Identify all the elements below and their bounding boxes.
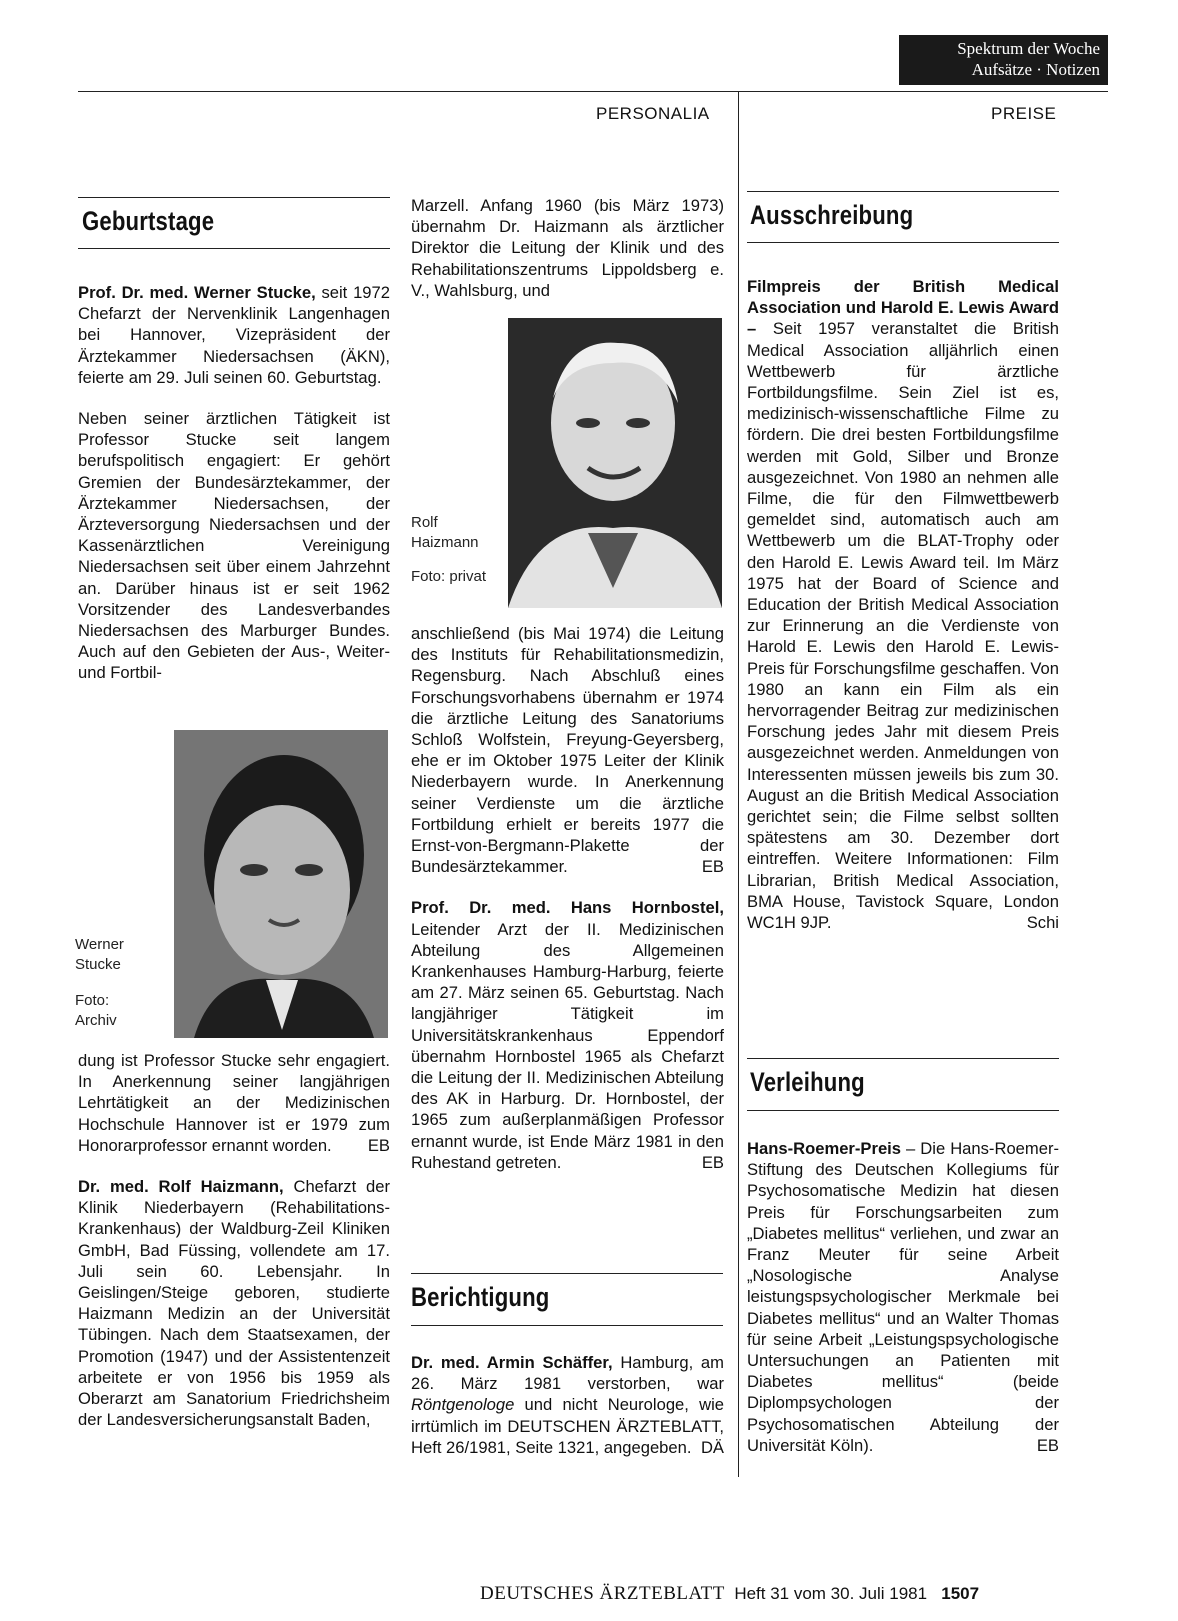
- header-rule: [78, 91, 1108, 92]
- haizmann-paragraph: Dr. med. Rolf Haizmann, Chefarzt der Klinik Niederbayern (Rehabilitations-Krankenhaus) der Waldburg-Zeil Kliniken GmbH, Bad Füssing, vollendete am 17. Juli sein 60. Lebensjahr. In Geislingen/Steige geboren, studierte Haizmann Medizin an der Universität Tübingen. Nach dem Staatsexamen, der Promotion (1947) und der Assistentenzeit arbeitete er von 1956 bis 1959 als Oberarzt am Sanatorium Friedrichsheim der Landesversicherungsanstalt Baden,: [78, 1177, 390, 1430]
- stucke-portrait: [174, 730, 388, 1038]
- schaeffer-paragraph: Dr. med. Armin Schäffer, Hamburg, am 26. März 1981 verstorben, war Röntgenologe und nicht Neurologe, wie irrtümlich im DEUTSCHEN ÄRZTEBLATT, Heft 26/1981, Seite 1321, angegeben. DÄ: [411, 1353, 724, 1457]
- haizmann-photo-caption: [411, 513, 501, 587]
- badge-line-2: Aufsätze · Notizen: [971, 60, 1100, 79]
- haizmann-name: Dr. med. Rolf Haizmann,: [78, 1177, 284, 1197]
- column-divider: [738, 91, 739, 1477]
- roemer-paragraph: Hans-Roemer-Preis – Die Hans-Roemer-Stiftung des Deutschen Kollegiums für Psychosomatische Medizin hat diesen Preis für Forschungsarbeiten zum „Diabetes mellitus“ verliehen, und zwar an Franz Meuter für seine Arbeit „Nosologische Analyse leistungspsychologischer Merkmale bei Diabetes mellitus“ und an Walter Thomas für seine Arbeit „Leistungspsychologische Untersuchungen an Patienten mit Diabetes mellitus“ (beide Diplompsychologen der Psychosomatischen Abteilung der Universität Köln). EB: [747, 1139, 1059, 1455]
- col1-top-text: [78, 282, 390, 684]
- haizmann-paragraph-3: anschließend (bis Mai 1974) die Leitung des Instituts für Rehabilitationsmedizin, Regensburg. Nach Abschluß eines Forschungsvorhabens übernahm er 1974 die ärztliche Leitung des Sanatoriums Schloß Wolfstein, Freyung-Geyersberg, ehe er im Oktober 1975 Leiter der Klinik Niederbayern wurde. In Anerkennung seiner Verdienste um die ärztliche Fortbildung erhielt er bereits 1977 die Ernst-von-Bergmann-Plakette der Bundesärztekammer. EB: [411, 624, 724, 877]
- stucke-name: Prof. Dr. med. Werner Stucke,: [78, 283, 316, 302]
- heading-rule-bottom: [747, 1110, 1059, 1111]
- heading-rule-bottom: [411, 1325, 723, 1326]
- col3-top-text: [747, 276, 1059, 933]
- stucke-caption-name: Werner Stucke: [75, 936, 124, 973]
- signature: EB: [1036, 1435, 1059, 1455]
- haizmann-caption-credit: Foto: privat: [411, 568, 487, 585]
- issue-info: Heft 31 vom 30. Juli 1981: [734, 1584, 928, 1603]
- signature: DÄ: [700, 1437, 724, 1457]
- signature: EB: [701, 857, 724, 877]
- stucke-paragraph-3: dung ist Professor Stucke sehr engagiert. In Anerkennung seiner langjährigen Lehrtätigkeit an der Medizinischen Hochschule Hannover ist er 1979 zum Honorarprofessor ernannt worden. EB: [78, 1051, 390, 1155]
- heading-ausschreibung: Ausschreibung: [750, 200, 914, 230]
- portrait-illustration: [508, 318, 722, 608]
- hornbostel-paragraph: Prof. Dr. med. Hans Hornbostel, Leitender Arzt der II. Medizinischen Abteilung des Allgemeinen Krankenhauses Hamburg-Harburg, feierte am 27. März seinen 65. Geburtstag. Nach langjähriger Tätigkeit im Universitätskrankenhaus Eppendorf übernahm Hornbostel 1965 als Chefarzt die Leitung der II. Medizinischen Abteilung des AK in Harburg. Dr. Hornbostel, der 1965 zum außerplanmäßigen Professor ernannt wurde, ist Ende März 1981 in den Ruhestand getreten. EB: [411, 898, 724, 1172]
- section-badge: [899, 35, 1108, 85]
- col2-correction-text: [411, 1352, 724, 1458]
- heading-rule-top: [747, 1058, 1059, 1059]
- col3-bottom-text: [747, 1138, 1059, 1456]
- portrait-illustration: [174, 730, 388, 1038]
- heading-rule-bottom: [78, 248, 390, 249]
- filmpreis-paragraph: Filmpreis der British Medical Association und Harold E. Lewis Award – Seit 1957 veranstaltet die British Medical Association alljährlich einen Wettbewerb für ärztliche Fortbildungsfilme. Sein Ziel ist es, medizinisch-wissenschaftliche Filme zu fördern. Die drei besten Fortbildungsfilme werden mit Gold, Silber und Bronze ausgezeichnet. Von 1980 an nehmen alle Filme, die für den Filmwettbewerb gemeldet sind, automatisch auch am Wettbewerb um die BLAT-Trophy oder den Harold E. Lewis Award teil. Im März 1975 hat der Board of Science and Education der British Medical Association zur Erinnerung an die Verdienste von Harold E. Lewis den Harold E. Lewis-Preis für Forschungsfilme geschaffen. Von 1980 an kann ein Film als ein hervorragender Beitrag zur medizinischen Forschung jedes Jahr mit diesem Preis ausgezeichnet werden. Anmeldungen von Interessenten müssen jeweils bis zum 30. August an die British Medical Association gerichtet sein; die Filme selbst sollten spätestens am 30. Dezember dort eintreffen. Weitere Informationen: Film Librarian, British Medical Association, BMA House, Tavistock Square, London WC1H 9JP. Schi: [747, 277, 1059, 933]
- haizmann-caption-name: Rolf Haizmann: [411, 514, 479, 551]
- section-preise: PREISE: [991, 104, 1057, 123]
- stucke-paragraph: Prof. Dr. med. Werner Stucke, seit 1972 Chefarzt der Nervenklinik Langenhagen bei Hannover, Vizepräsident der Ärztekammer Niedersachsen (ÄKN), feierte am 29. Juli seinen 60. Geburtstag.: [78, 283, 390, 387]
- stucke-caption-credit: Foto: Archiv: [75, 992, 117, 1029]
- hornbostel-name: Prof. Dr. med. Hans Hornbostel,: [411, 898, 724, 918]
- roemer-title: Hans-Roemer-Preis: [747, 1139, 902, 1158]
- heading-rule-top: [78, 197, 390, 198]
- heading-rule-bottom: [747, 242, 1059, 243]
- col2-top-text: [411, 195, 724, 301]
- stucke-photo-caption: [75, 935, 145, 1031]
- haizmann-portrait: [508, 318, 722, 608]
- haizmann-paragraph-2: Marzell. Anfang 1960 (bis März 1973) übernahm Dr. Haizmann als ärztlicher Direktor die Leitung der Klinik und des Rehabilitationszentrums Lippoldsberg e. V., Wahlsburg, und: [411, 196, 724, 300]
- signature: EB: [367, 1135, 390, 1155]
- heading-verleihung: Verleihung: [750, 1067, 865, 1097]
- page-number: 1507: [941, 1584, 980, 1603]
- heading-geburtstage: Geburtstage: [82, 206, 215, 236]
- heading-rule-top: [747, 191, 1059, 192]
- col1-bottom-text: [78, 1050, 390, 1430]
- heading-berichtigung: Berichtigung: [411, 1282, 550, 1312]
- magazine-name: DEUTSCHES ÄRZTEBLATT: [480, 1583, 725, 1604]
- section-personalia: PERSONALIA: [596, 104, 710, 123]
- filmpreis-title: Filmpreis der British Medical Association und Harold E. Lewis Award –: [747, 277, 1059, 339]
- schaeffer-name: Dr. med. Armin Schäffer,: [411, 1353, 613, 1372]
- badge-line-1: Spektrum der Woche: [957, 39, 1100, 58]
- page-footer: [480, 1583, 979, 1605]
- stucke-paragraph-2: Neben seiner ärztlichen Tätigkeit ist Professor Stucke seit langem berufspolitisch engagiert: Er gehört Gremien der Bundesärztekammer, der Ärztekammer Niedersachsen, der Ärzteversorgung Niedersachsen und der Kassenärztlichen Vereinigung Niedersachsen seit über einem Jahrzehnt an. Darüber hinaus ist er seit 1962 Vorsitzender des Landesverbandes Niedersachsen des Marburger Bundes. Auch auf den Gebieten der Aus-, Weiter- und Fortbil-: [78, 409, 390, 683]
- heading-rule-top: [411, 1273, 723, 1274]
- signature: Schi: [1026, 913, 1059, 933]
- col2-bottom-text: [411, 623, 724, 1173]
- signature: EB: [701, 1152, 724, 1172]
